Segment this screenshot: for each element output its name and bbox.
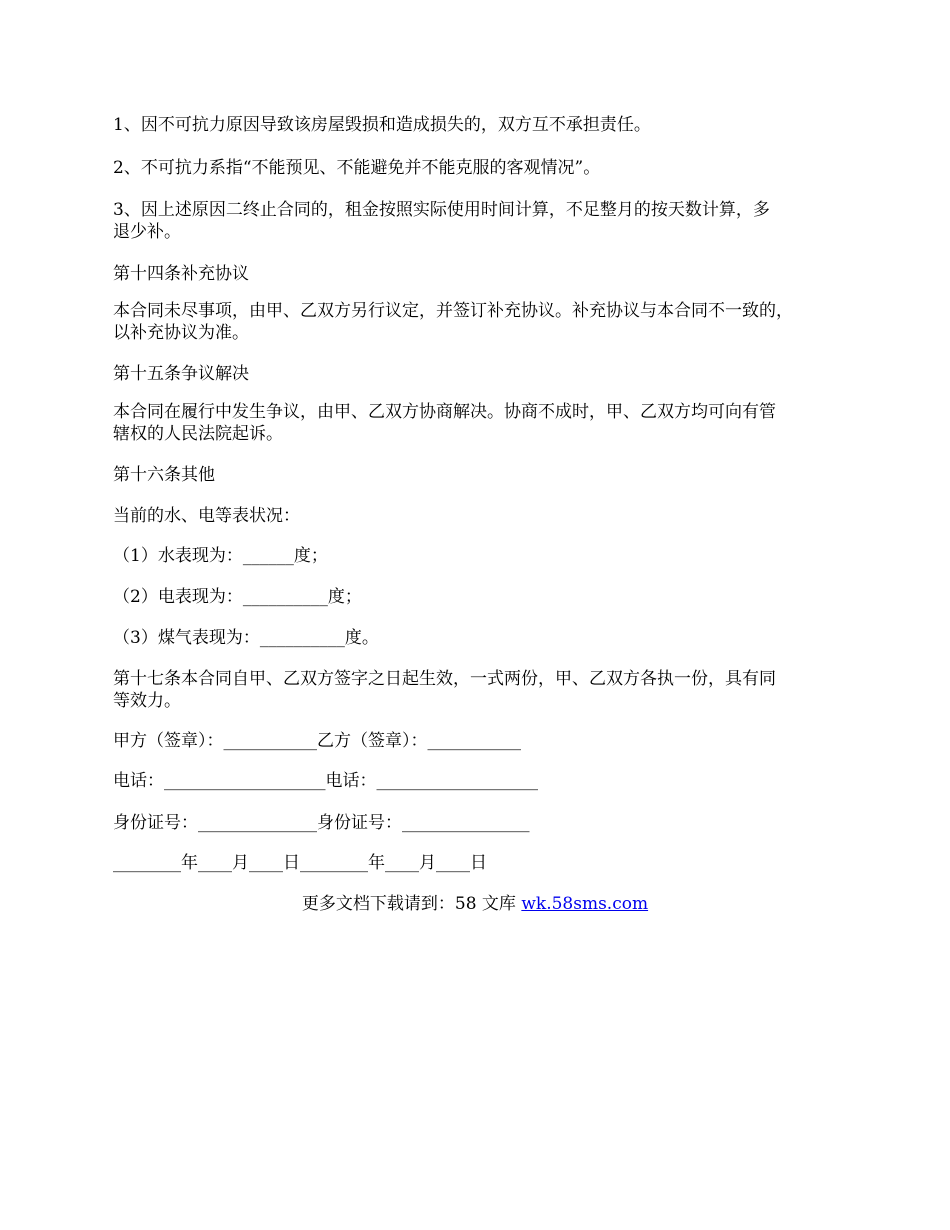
- footer-text: 更多文档下载请到：58 文库: [301, 894, 522, 914]
- paragraph-article-14-line1: 本合同未尽事项，由甲、乙双方另行议定，并签订补充协议。补充协议与本合同不一致的，: [113, 301, 793, 321]
- date-line: ________年____月____日________年____月____日: [113, 853, 487, 873]
- footer-link[interactable]: wk.58sms.com: [521, 894, 649, 914]
- heading-article-16: 第十六条其他: [113, 465, 215, 485]
- meter-gas: （3）煤气表现为：__________度。: [113, 628, 379, 648]
- footer: [0, 893, 950, 915]
- paragraph-article-17-line2: 等效力。: [113, 691, 181, 711]
- heading-article-15: 第十五条争议解决: [113, 364, 249, 384]
- paragraph-force-majeure-2: 2、不可抗力系指“不能预见、不能避免并不能克服的客观情况”。: [113, 158, 601, 178]
- paragraph-article-14-line2: 以补充协议为准。: [113, 323, 249, 343]
- phone-line: 电话：___________________电话：___________________: [113, 771, 538, 791]
- id-number-line: 身份证号：______________身份证号：_______________: [113, 813, 530, 833]
- paragraph-article-15-line1: 本合同在履行中发生争议，由甲、乙双方协商解决。协商不成时，甲、乙双方均可向有管: [113, 402, 776, 422]
- paragraph-meter-status: 当前的水、电等表状况：: [113, 506, 300, 526]
- meter-water: （1）水表现为：______度；: [113, 546, 328, 566]
- signature-line: 甲方（签章）：___________乙方（签章）：___________: [113, 731, 521, 751]
- paragraph-force-majeure-3-line1: 3、因上述原因二终止合同的，租金按照实际使用时间计算，不足整月的按天数计算，多: [113, 200, 770, 220]
- paragraph-force-majeure-3-line2: 退少补。: [113, 222, 181, 242]
- paragraph-force-majeure-1: 1、因不可抗力原因导致该房屋毁损和造成损失的，双方互不承担责任。: [113, 115, 651, 135]
- meter-electricity: （2）电表现为：__________度；: [113, 587, 362, 607]
- paragraph-article-15-line2: 辖权的人民法院起诉。: [113, 424, 283, 444]
- paragraph-article-17-line1: 第十七条本合同自甲、乙双方签字之日起生效，一式两份，甲、乙双方各执一份，具有同: [113, 669, 776, 689]
- heading-article-14: 第十四条补充协议: [113, 264, 249, 284]
